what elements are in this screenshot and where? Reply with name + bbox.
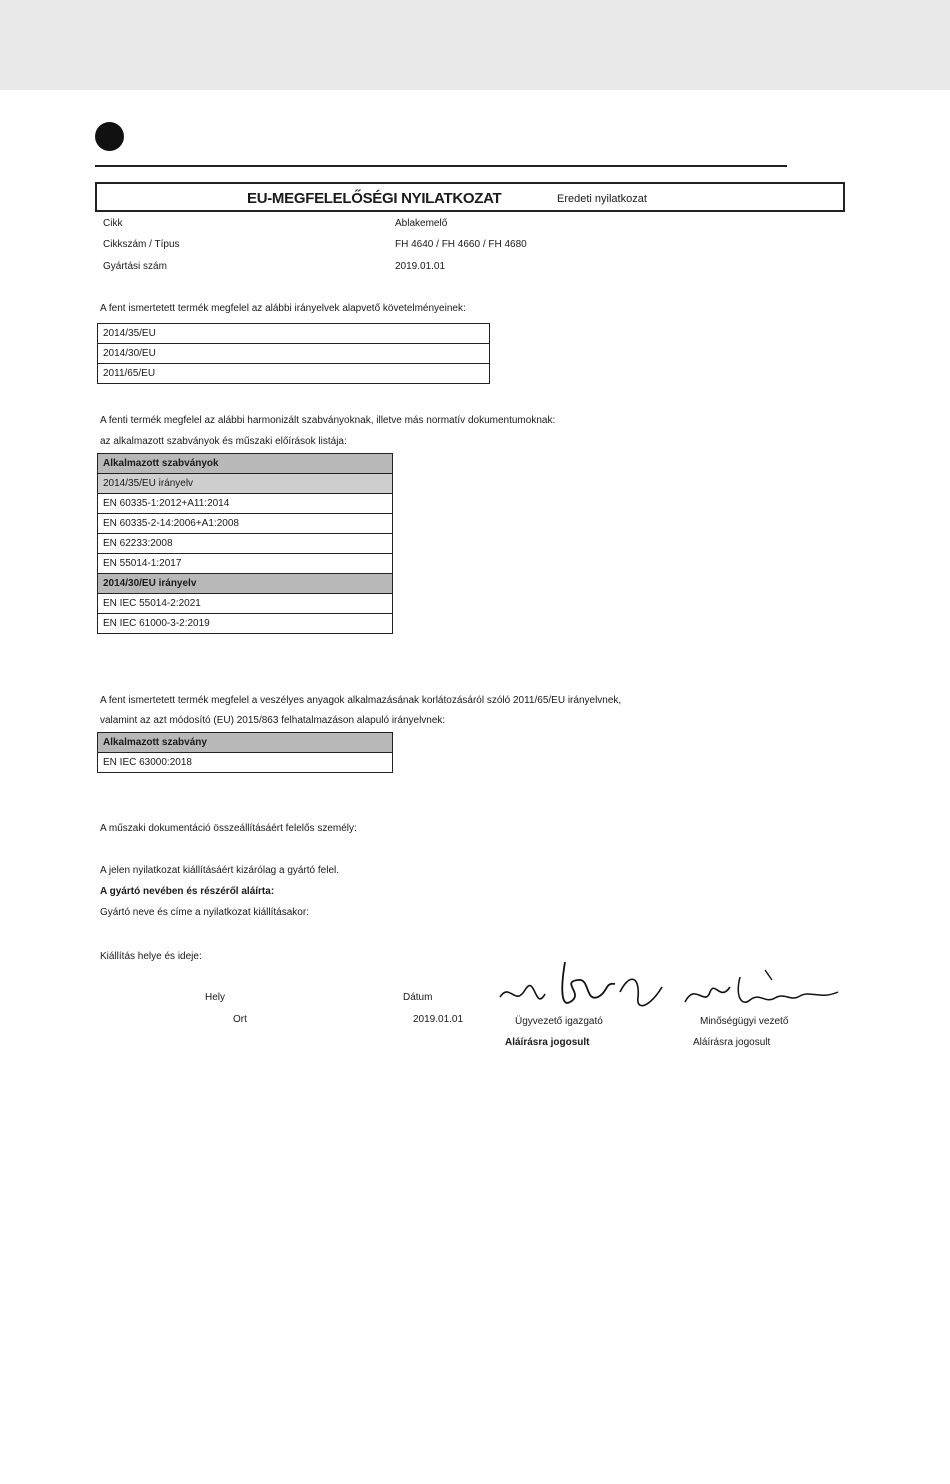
section2-text-1: A fenti termék megfelel az alábbi harmonizált szabványoknak, illetve más normatív dokumentumoknak: [100,415,556,426]
footer-line-5: Kiállítás helye és ideje: [100,951,202,962]
signature-1-image [490,952,670,1022]
table-row [98,534,393,554]
field-label: Cikk [103,218,123,229]
place-value: Ort [233,1014,247,1025]
standards-table [97,453,393,634]
table-cell: 2011/65/EU [98,364,490,384]
table-cell: EN IEC 55014-2:2021 [98,594,393,614]
section-bullet-icon [95,122,124,151]
field-label: Cikkszám / Típus [103,239,180,250]
field-row [95,261,835,279]
signer-1-role: Aláírásra jogosult [505,1037,590,1048]
footer-line-3: A gyártó nevében és részéről aláírta: [100,886,275,897]
table-cell: EN 60335-1:2012+A11:2014 [98,494,393,514]
signer-2-name: Minőségügyi vezető [700,1016,789,1027]
field-label: Gyártási szám [103,261,167,272]
table-row [98,614,393,634]
table-cell: 2014/35/EU [98,324,490,344]
table-row [98,344,490,364]
date-value: 2019.01.01 [413,1014,464,1025]
table-cell: EN 55014-1:2017 [98,554,393,574]
table-row [98,753,393,773]
signature-2-image [680,962,845,1022]
declaration-title: EU-MEGFELELŐSÉGI NYILATKOZAT [247,190,502,207]
table-cell: EN 60335-2-14:2006+A1:2008 [98,514,393,534]
section3-text-2: valamint az azt módosító (EU) 2015/863 felhatalmazáson alapuló irányelvnek: [100,715,446,726]
field-value: FH 4640 / FH 4660 / FH 4680 [395,239,527,250]
footer-line-1: A műszaki dokumentáció összeállításáért felelős személy: [100,823,357,834]
section2-text-2: az alkalmazott szabványok és műszaki előírások listája: [100,436,347,447]
table-row [98,574,393,594]
date-label: Dátum [403,992,433,1003]
table-cell: 2014/30/EU irányelv [98,574,393,594]
table-row [98,554,393,574]
field-value: 2019.01.01 [395,261,446,272]
table-row [98,324,490,344]
rohs-table [97,732,393,773]
table-cell: 2014/30/EU [98,344,490,364]
section1-text: A fent ismertetett termék megfelel az alábbi irányelvek alapvető követelményeinek: [100,303,466,314]
footer-line-4: Gyártó neve és címe a nyilatkozat kiállításakor: [100,907,309,918]
table-row [98,514,393,534]
table-row [98,494,393,514]
signer-2-role: Aláírásra jogosult [693,1037,771,1048]
section3-text-1: A fent ismertetett termék megfelel a veszélyes anyagok alkalmazásának korlátozásáról szóló 2011/65/EU irányelvnek, [100,695,622,706]
field-row [95,218,835,236]
table-row [98,474,393,494]
declaration-title-suffix: Eredeti nyilatkozat [557,193,647,205]
table-cell: Alkalmazott szabványok [98,454,393,474]
table-cell: Alkalmazott szabvány [98,733,393,753]
field-value: Ablakemelő [395,218,448,229]
signer-1-name: Ügyvezető igazgató [515,1016,603,1027]
table-cell: EN IEC 61000-3-2:2019 [98,614,393,634]
table-row [98,454,393,474]
directives-table [97,323,490,384]
title-box [95,182,845,212]
footer-line-2: A jelen nyilatkozat kiállításáért kizárólag a gyártó felel. [100,865,340,876]
table-row [98,594,393,614]
table-cell: EN IEC 63000:2018 [98,753,393,773]
header-rule [95,165,787,167]
top-gray-band [0,0,950,90]
table-row [98,733,393,753]
place-label: Hely [205,992,226,1003]
table-row [98,364,490,384]
table-cell: EN 62233:2008 [98,534,393,554]
field-row [95,239,835,257]
table-cell: 2014/35/EU irányelv [98,474,393,494]
